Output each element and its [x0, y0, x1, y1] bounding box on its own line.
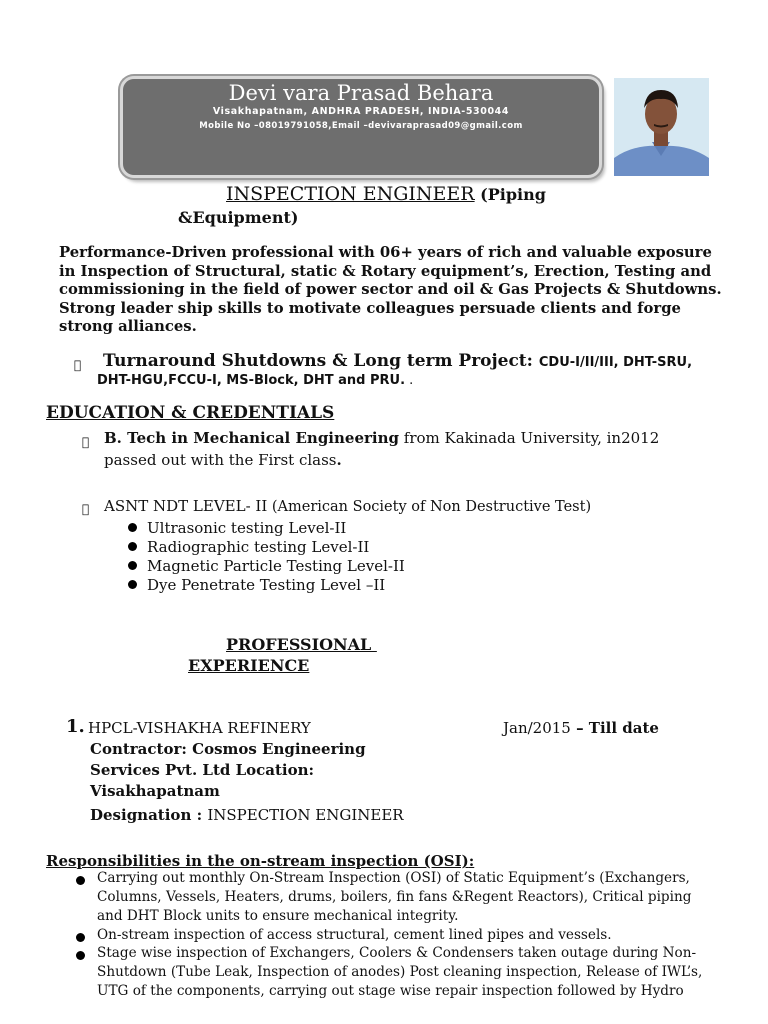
asnt-name: ASNT NDT LEVEL- II [104, 497, 268, 515]
start-date: Jan/2015 [503, 719, 571, 737]
bullet-dot-icon [128, 580, 137, 589]
job-title-main: INSPECTION ENGINEER [226, 183, 475, 205]
asnt-detail: (American Society of Non Destructive Test) [267, 499, 592, 515]
responsibility-line: Stage wise inspection of Exchangers, Coolers & Condensers taken outage during Non- [97, 945, 697, 961]
level-text: Dye Penetrate Testing Level –II [147, 576, 386, 594]
profile-photo [614, 78, 709, 176]
bullet-dot-icon [76, 933, 85, 942]
end-date: – Till date [570, 719, 659, 737]
designation-label: Designation : [90, 806, 208, 824]
turnaround-line [103, 351, 692, 371]
bullet-dot-icon [76, 876, 85, 885]
professional-summary: Performance-Driven professional with 06+ years of rich and valuable exposure in Inspection of Structural, static & Rotary equipment’s, Erection, Testing and commissioning in the field of power sector and oil & Gas Projects & Shutdowns. Strong leader ship skills to motivate colleagues persuade clients and forge strong alliances. [59, 244, 722, 335]
company-name: HPCL-VISHAKHA REFINERY [88, 719, 311, 737]
bullet-dot-icon [128, 561, 137, 570]
candidate-address: Visakhapatnam, ANDHRA PRADESH, INDIA-530044 [212, 106, 510, 117]
list-item [128, 519, 346, 537]
responsibility-line: Carrying out monthly On-Stream Inspection (OSI) of Static Equipment’s (Exchangers, [97, 870, 690, 886]
candidate-contact: Mobile No –08019791058,Email –devivaraprasad09@gmail.com [199, 121, 523, 131]
list-item [128, 557, 405, 575]
level-text: Magnetic Particle Testing Level-II [147, 557, 405, 575]
experience-heading: PROFESSIONAL [226, 635, 377, 654]
list-item [97, 869, 722, 926]
designation-value: INSPECTION ENGINEER [207, 806, 404, 824]
list-item [128, 576, 385, 594]
responsibilities-heading [46, 852, 474, 870]
degree-detail: from Kakinada University, in2012 [399, 429, 660, 447]
list-item [97, 926, 722, 945]
asnt-line [104, 497, 591, 515]
level-text: Ultrasonic testing Level-II [147, 519, 347, 537]
job-title-continued: &Equipment) [178, 208, 299, 227]
experience-number: 1. [66, 716, 85, 737]
list-item [128, 538, 369, 556]
bullet-icon [82, 502, 89, 516]
degree-period: . [336, 451, 342, 469]
designation [90, 806, 404, 824]
job-title [226, 183, 546, 205]
bullet-dot-icon [76, 951, 85, 960]
contractor-line-2: Services Pvt. Ltd Location: [90, 761, 315, 779]
education-heading: EDUCATION & CREDENTIALS [46, 403, 335, 423]
experience-heading-2: EXPERIENCE [188, 656, 310, 675]
bullet-icon [82, 435, 89, 449]
employment-dates [503, 719, 659, 737]
list-item [97, 944, 722, 1001]
responsibility-line: Shutdown (Tube Leak, Inspection of anodes) Post cleaning inspection, Release of IWL’s, [97, 964, 703, 980]
degree-detail-2: passed out with the First class [104, 451, 337, 469]
job-title-paren: (Piping [474, 185, 546, 204]
responsibility-line: and DHT Block units to ensure mechanical integrity. [97, 908, 459, 924]
degree-name: B. Tech in Mechanical Engineering [104, 429, 399, 447]
bullet-dot-icon [128, 542, 137, 551]
bullet-dot-icon [128, 523, 137, 532]
bullet-icon [74, 358, 81, 372]
header-banner [120, 76, 602, 178]
degree-line [104, 429, 659, 447]
turnaround-label: Turnaround Shutdowns & Long term Project: [103, 351, 539, 371]
responsibility-line: UTG of the components, carrying out stage wise repair inspection followed by Hydro [97, 983, 684, 999]
responsibility-line: Columns, Vessels, Heaters, drums, boilers, fin fans &Regent Reactors), Critical piping [97, 889, 692, 905]
level-text: Radiographic testing Level-II [147, 538, 370, 556]
candidate-name: Devi vara Prasad Behara [228, 81, 494, 105]
turnaround-projects-b: DHT-HGU,FCCU-I, MS-Block, DHT and PRU. [97, 373, 406, 388]
responsibility-line: On-stream inspection of access structural, cement lined pipes and vessels. [97, 927, 612, 943]
responsibilities-title: Responsibilities in the on-stream inspection (OSI) [46, 852, 469, 870]
contractor-line: Contractor: Cosmos Engineering [90, 740, 366, 758]
location: Visakhapatnam [90, 782, 220, 800]
responsibilities-colon: : [468, 852, 475, 870]
degree-line-2 [104, 451, 342, 469]
turnaround-trail: . [405, 373, 414, 388]
turnaround-projects: CDU-I/II/III, DHT-SRU, [538, 355, 693, 370]
turnaround-projects-continued [97, 373, 413, 388]
